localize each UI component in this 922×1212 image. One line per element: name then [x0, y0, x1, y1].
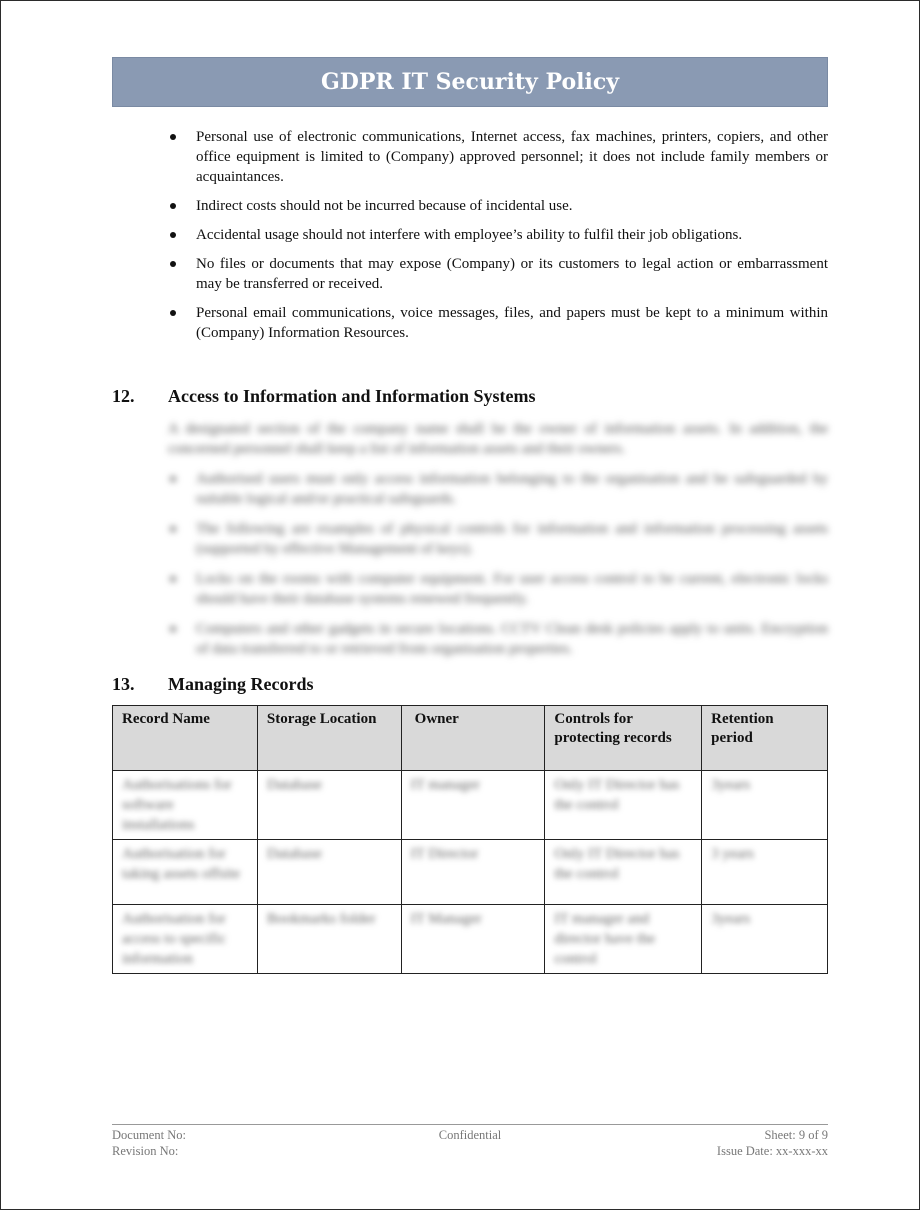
- intro-bullets-section: [112, 127, 828, 352]
- list-item: Personal email communications, voice messages, files, and papers must be kept to a minimum within (Company) Information Resources.: [112, 303, 828, 343]
- table-cell: Only IT Director has the control: [545, 771, 702, 840]
- table-cell: 3years: [702, 905, 828, 974]
- column-header: Record Name: [113, 706, 258, 771]
- list-item: No files or documents that may expose (Company) or its customers to legal action or embarrassment may be transferred or received.: [112, 254, 828, 294]
- bullet-icon: [170, 626, 176, 632]
- list-item: The following are examples of physical controls for information and information processing assets (supported by effective Management of keys).: [112, 519, 828, 559]
- column-header: Retention period: [702, 706, 828, 771]
- list-item: Accidental usage should not interfere with employee’s ability to fulfil their job obligations.: [112, 225, 828, 245]
- section-13-heading: [112, 674, 314, 695]
- table-row: [113, 840, 828, 905]
- section-number: 12.: [112, 386, 135, 406]
- table-cell: IT Manager: [401, 905, 545, 974]
- section-title: Managing Records: [168, 674, 314, 694]
- table-cell: Database: [257, 771, 401, 840]
- page-title: GDPR IT Security Policy: [112, 57, 828, 107]
- document-no-label: Document No:: [112, 1128, 186, 1142]
- section-number: 13.: [112, 674, 135, 694]
- list-item: Personal use of electronic communications, Internet access, fax machines, printers, copiers, and other office equipment is limited to (Company) approved personnel; it does not include family members or acquaintances.: [112, 127, 828, 187]
- table-row: [113, 905, 828, 974]
- bullet-icon: [170, 232, 176, 238]
- bullet-icon: [170, 576, 176, 582]
- column-header: Controls for protecting records: [545, 706, 702, 771]
- table-cell: Authorisation for access to specific information: [113, 905, 258, 974]
- bullet-icon: [170, 476, 176, 482]
- section-12-bullet-list: [112, 469, 828, 659]
- table-row: [113, 771, 828, 840]
- table-cell: 3 years: [702, 840, 828, 905]
- bullet-icon: [170, 203, 176, 209]
- issue-date: Issue Date: xx-xxx-xx: [716, 1144, 829, 1158]
- column-header: Owner: [401, 706, 545, 771]
- section-12-heading: [112, 386, 536, 407]
- table-cell: Bookmarks folder: [257, 905, 401, 974]
- section-title: Access to Information and Information Systems: [168, 386, 536, 406]
- records-table: [112, 705, 828, 974]
- bullet-icon: [170, 526, 176, 532]
- table-header-row: [113, 706, 828, 771]
- intro-bullet-list: [112, 127, 828, 343]
- section-12-paragraph: A designated section of the company name shall be the owner of information assets. In addition, the concerned personnel shall keep a list of information assets and their owners.: [168, 421, 828, 457]
- table-cell: IT manager: [401, 771, 545, 840]
- bullet-icon: [170, 134, 176, 140]
- table-cell: 3years: [702, 771, 828, 840]
- list-item: Locks on the rooms with computer equipment. For user access control to be current, electronic locks should have their database systems renewed frequently.: [112, 569, 828, 609]
- confidential-label: Confidential: [438, 1128, 502, 1142]
- sheet-number: Sheet: 9 of 9: [764, 1128, 829, 1142]
- table-cell: IT Director: [401, 840, 545, 905]
- table-cell: Only IT Director has the control: [545, 840, 702, 905]
- table-cell: Database: [257, 840, 401, 905]
- revision-no-label: Revision No:: [112, 1144, 179, 1158]
- page-footer: [112, 1124, 828, 1159]
- table-cell: IT manager and director have the control: [545, 905, 702, 974]
- bullet-icon: [170, 261, 176, 267]
- list-item: Indirect costs should not be incurred because of incidental use.: [112, 196, 828, 216]
- bullet-icon: [170, 310, 176, 316]
- list-item: Authorised users must only access information belonging to the organisation and be safeguarded by suitable logical and/or practical safeguards.: [112, 469, 828, 509]
- column-header: Storage Location: [257, 706, 401, 771]
- list-item: Computers and other gadgets in secure locations. CCTV Clean desk policies apply to units. Encryption of data transferred to or retrieved from organisation properties.: [112, 619, 828, 659]
- table-cell: Authorisation for taking assets offsite: [113, 840, 258, 905]
- table-cell: Authorisations for software installations: [113, 771, 258, 840]
- section-12-blurred-content: [112, 419, 828, 669]
